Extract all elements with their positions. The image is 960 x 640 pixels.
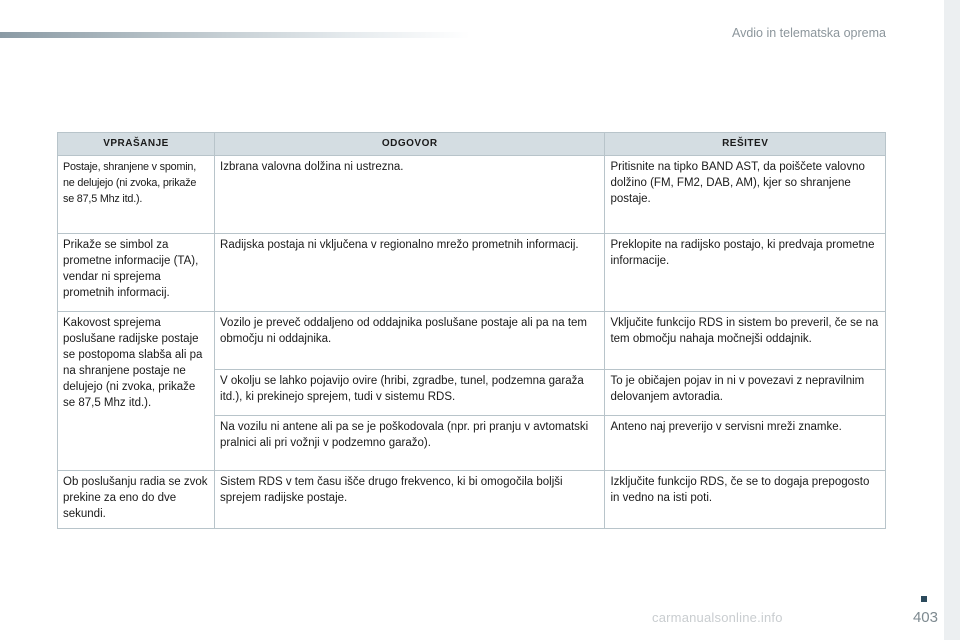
question-cell: Ob poslušanju radia se zvok prekine za eno do dve sekundi. xyxy=(58,471,215,529)
header-accent-bar xyxy=(0,32,470,38)
answer-cell: Radijska postaja ni vključena v regionalno mrežo prometnih informacij. xyxy=(215,234,605,312)
table-row xyxy=(58,312,886,370)
answer-cell: Na vozilu ni antene ali pa se je poškodovala (npr. pri pranju v avtomatski pralnici ali pri vožnji v podzemno garažo). xyxy=(215,416,605,471)
question-cell: Prikaže se simbol za prometne informacije (TA), vendar ni sprejema prometnih informacij. xyxy=(58,234,215,312)
troubleshooting-table xyxy=(57,132,886,529)
page-number: 403 xyxy=(912,609,938,626)
table-header-row xyxy=(58,133,886,156)
column-header-solution: REŠITEV xyxy=(605,133,886,156)
solution-cell: Anteno naj preverijo v servisni mreži znamke. xyxy=(605,416,886,471)
page-side-strip xyxy=(944,0,960,640)
watermark: carmanualsonline.info xyxy=(652,610,783,625)
question-cell: Kakovost sprejema poslušane radijske postaje se postopoma slabša ali pa na shranjene postaje ne delujejo (ni zvoka, prikaže se 87,5 Mhz itd.). xyxy=(58,312,215,471)
section-title: Avdio in telematska oprema xyxy=(731,26,886,40)
table-row xyxy=(58,234,886,312)
solution-cell: Izklјučite funkcijo RDS, če se to dogaja prepogosto in vedno na isti poti. xyxy=(605,471,886,529)
table-row xyxy=(58,471,886,529)
column-header-answer: ODGOVOR xyxy=(215,133,605,156)
table-row xyxy=(58,156,886,234)
column-header-question: VPRAŠANJE xyxy=(58,133,215,156)
answer-cell: Izbrana valovna dolžina ni ustrezna. xyxy=(215,156,605,234)
page-marker xyxy=(921,596,927,602)
solution-cell: Vključite funkcijo RDS in sistem bo preveril, če se na tem območju nahaja močnejši oddajnik. xyxy=(605,312,886,370)
question-cell: Postaje, shranjene v spomin, ne delujejo (ni zvoka, prikaže se 87,5 Mhz itd.). xyxy=(58,156,215,234)
answer-cell: V okolju se lahko pojavijo ovire (hribi, zgradbe, tunel, podzemna garaža itd.), ki prekinejo sprejem, tudi v sistemu RDS. xyxy=(215,370,605,416)
solution-cell: Preklopite na radijsko postajo, ki predvaja prometne informacije. xyxy=(605,234,886,312)
solution-cell: To je običajen pojav in ni v povezavi z nepravilnim delovanjem avtoradia. xyxy=(605,370,886,416)
answer-cell: Sistem RDS v tem času išče drugo frekvenco, ki bi omogočila boljši sprejem radijske postaje. xyxy=(215,471,605,529)
solution-cell: Pritisnite na tipko BAND AST, da poiščete valovno dolžino (FM, FM2, DAB, AM), kjer so shranjene postaje. xyxy=(605,156,886,234)
answer-cell: Vozilo je preveč oddaljeno od oddajnika poslušane postaje ali pa na tem območju ni oddajnika. xyxy=(215,312,605,370)
